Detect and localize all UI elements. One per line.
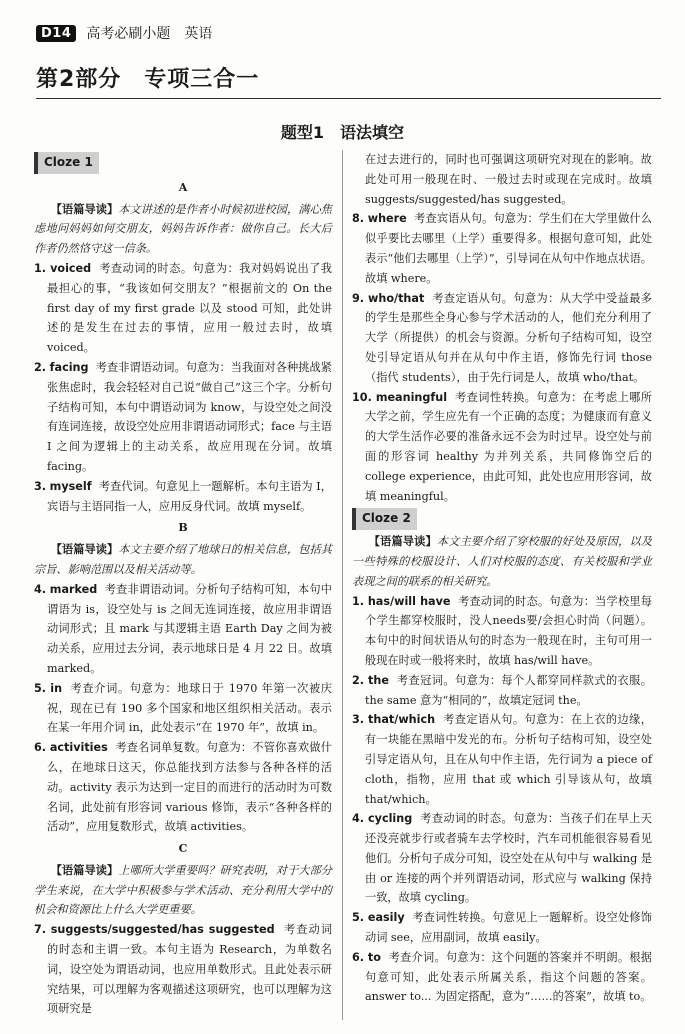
answer-word: facing xyxy=(49,360,89,374)
passage-letter-c: C xyxy=(178,842,188,856)
cloze2-item-2 xyxy=(352,671,652,711)
cloze-1-heading: Cloze 1 xyxy=(34,152,99,174)
explanation: 考查介词。句意为：这个问题的答案并不明朗。根据句意可知，此处表示所属关系，指这个问题的答案。answer to... 为固定搭配，意为“……的答案”，故填 to。 xyxy=(365,950,652,1004)
answer-item-10 xyxy=(352,388,652,507)
item-number: 3. xyxy=(34,479,47,493)
answer-word: marked xyxy=(49,582,98,596)
answer-word: that/which xyxy=(368,713,436,727)
guide-c xyxy=(34,861,332,920)
guide-text: 上哪所大学重要吗？研究表明，对于大部分学生来说，在大学中积极参与学术活动、充分利用大学中的机会和资源比上什么大学更重要。 xyxy=(34,863,332,917)
explanation: 考查名词单复数。句意为：不管你喜欢做什么，在地球日这天，你总能找到方法参与各种各样的活动。activity 表示为达到一定目的而进行的活动时为可数名词，此处前有形容词 various 修饰，表示“各种各样的活动”，应用复数形式，故填 activities。 xyxy=(47,741,332,834)
explanation: 考查词性转换。句意为：在考虑上哪所大学之前，学生应先有一个正确的态度；为健康而有意义的大学生活作必要的准备永远不会为时过早。设空处与前面的形容词 healthy 为并列关系，共同修饰空后的 college experience，由此可知，此处也应用形容词，故填 meaningful。 xyxy=(365,390,652,503)
explanation: 考查非谓语动词。分析句子结构可知，本句中谓语为 is，设空处与 is 之间无连词连接，故应用非谓语动词形式；且 mark 与其逻辑主语 Earth Day 之间为被动关系，应用过去分词，表示地球日是 4 月 22 日。故填 marked。 xyxy=(47,582,332,675)
answer-word: cycling xyxy=(368,812,413,826)
explanation: 考查定语从句。句意为：在上衣的边缘，有一块能在黑暗中发光的布。分析句子结构可知，设空处引导定语从句，且在从句中作主语，先行词为 a piece of cloth，指物，应用 that 或 which 引导该从句，故填 that/which。 xyxy=(365,713,652,806)
right-column xyxy=(352,150,652,1007)
cloze-2-heading: Cloze 2 xyxy=(352,508,417,530)
item-number: 4. xyxy=(352,812,365,826)
answer-word: has/will have xyxy=(367,594,451,608)
page-badge: D14 xyxy=(36,25,76,42)
answer-word: to xyxy=(367,950,381,964)
item-number: 7. xyxy=(34,923,47,937)
part-divider xyxy=(36,98,661,99)
explanation: 考查词性转换。句意见上一题解析。设空处修饰动词 see，应用副词，故填 easily。 xyxy=(365,911,652,945)
guide-label: 【语篇导读】 xyxy=(368,534,437,549)
passage-letter-a: A xyxy=(178,180,188,194)
cloze2-item-6 xyxy=(352,948,652,1007)
answer-item-2 xyxy=(34,358,332,477)
item-number: 3. xyxy=(352,713,365,727)
guide-text: 本文主要介绍了穿校服的好处及原因，以及一些特殊的校服设计、人们对校服的态度、有关校服和学业表现之间的联系的相关研究。 xyxy=(352,535,652,588)
item-number: 5. xyxy=(34,681,47,695)
explanation: 考查动词的时态。句意为：我对妈妈说出了我最担心的事，“我该如何交朋友？”根据前文的 On the first day of my first grade 以及 stood 可知，此处讲述的是发生在过去的事情，应用一般过去时，故填 voiced。 xyxy=(47,261,332,355)
continued-explanation: 在过去进行的，同时也可强调这项研究对现在的影响。故此处可用一般现在时、一般过去时或现在完成时。故填 suggests/suggested/has suggested。 xyxy=(365,153,652,206)
item-number: 2. xyxy=(34,360,47,374)
answer-item-4 xyxy=(34,580,332,679)
answer-item-3 xyxy=(34,477,332,517)
answer-word: activities xyxy=(49,741,108,755)
explanation: 考查动词的时态和主谓一致。本句主语为 Research，为单数名词，设空处为谓语动词，也应用单数形式。且此处表示研究结果，可以理解为客观描述这项研究，也可以理解为这项研究是 xyxy=(47,923,333,1016)
answer-word: easily xyxy=(367,911,405,925)
cloze2-item-5 xyxy=(352,908,652,948)
guide-label: 【语篇导读】 xyxy=(50,862,119,877)
item-number: 9. xyxy=(352,291,365,305)
explanation: 考查定语从句。句意为：从大学中受益最多的学生是那些全身心参与学术活动的人，他们充分利用了大学（所提供）的机会与资源。分析句子结构可知，设空处引导定语从句并在从句中作主语，修饰先行词 those（指代 students），由于先行词是人，故填 who/that。 xyxy=(365,291,652,384)
item-number: 4. xyxy=(34,582,47,596)
left-column xyxy=(34,150,332,1019)
answer-item-8 xyxy=(352,209,652,288)
running-header xyxy=(36,22,212,44)
subject-label: 英语 xyxy=(184,26,213,42)
answer-item-7 xyxy=(34,920,333,1019)
item-number: 8. xyxy=(352,212,365,226)
passage-letter-b: B xyxy=(178,521,188,535)
explanation: 考查非谓语动词。句意为：当我面对各种挑战紧张焦虑时，我会轻轻对自己说“做自己”这三个字。分析句子结构可知，本句中谓语动词为 know，与设空处之间没有连词连接，故设空处应用非谓语动词形式；face 与主语 I 之间为逻辑上的主动关系，故应用现在分词。故填 facing。 xyxy=(47,360,332,473)
answer-word: the xyxy=(368,673,389,687)
item-number: 2. xyxy=(352,673,365,687)
item-number: 10. xyxy=(352,390,372,404)
guide-text: 本文主要介绍了地球日的相关信息，包括其宗旨、影响范围以及相关活动等。 xyxy=(34,543,332,576)
item-number: 1. xyxy=(352,594,365,608)
guide-b xyxy=(34,540,332,580)
cloze2-item-1 xyxy=(352,592,652,671)
answer-item-6 xyxy=(34,738,332,837)
column-divider xyxy=(342,150,343,1020)
cloze2-item-4 xyxy=(352,809,652,908)
answer-word: voiced xyxy=(50,261,92,275)
answer-word: suggests/suggested/has suggested xyxy=(50,923,275,937)
answer-item-1 xyxy=(34,259,332,358)
answer-item-5 xyxy=(34,679,332,738)
explanation: 考查代词。句意见上一题解析。本句主语为 I，宾语与主语同指一人，应用反身代词。故填 myself。 xyxy=(47,479,332,513)
guide-label: 【语篇导读】 xyxy=(50,542,119,557)
guide-a xyxy=(34,200,332,259)
answer-word: who/that xyxy=(368,291,425,305)
item-number: 1. xyxy=(34,261,47,275)
explanation: 考查动词的时态。句意为：当孩子们在早上天还没亮就步行或者骑车去学校时，汽车司机能很容易看见他们。分析句子成分可知，设空处在从句中与 walking 是由 or 连接的两个并列谓语动词，形式应与 walking 保持一致，故填 cycling。 xyxy=(365,812,652,905)
guide-cloze2 xyxy=(352,532,652,591)
answer-word: meaningful xyxy=(375,390,448,404)
item-number: 5. xyxy=(352,911,365,925)
book-title: 高考必刷小题 xyxy=(86,26,171,42)
answer-word: myself xyxy=(49,479,92,493)
cloze2-item-3 xyxy=(352,710,652,809)
guide-label: 【语篇导读】 xyxy=(50,201,119,216)
explanation: 考查宾语从句。句意为：学生们在大学里做什么似乎要比去哪里（上学）重要得多。根据句意可知，此处表示“他们去哪里（上学）”，引导词在从句中作地点状语。故填 where。 xyxy=(365,212,652,285)
answer-word: where xyxy=(367,212,407,226)
guide-text: 本文讲述的是作者小时候初进校园，满心焦虑地问妈妈如何交朋友，妈妈告诉作者：做你自己。长大后作者仍然恪守这一信条。 xyxy=(34,202,332,256)
explanation: 考查冠词。句意为：每个人都穿同样款式的衣服。the same 意为“相同的”，故填定冠词 the。 xyxy=(365,673,652,707)
answer-word: in xyxy=(50,681,63,695)
explanation: 考查动词的时态。句意为：当学校里每个学生都穿校服时，没人needs要/会担心时尚（问题）。本句中的时间状语从句的时态为一般现在时，主句可用一般现在时或一般将来时，故填 has/will have。 xyxy=(365,594,652,667)
item-number: 6. xyxy=(352,950,365,964)
section-title: 题型1 语法填空 xyxy=(280,123,405,142)
item-number: 6. xyxy=(34,741,47,755)
answer-item-9 xyxy=(352,289,652,388)
explanation: 考查介词。句意为：地球日于 1970 年第一次被庆祝，现在已有 190 多个国家和地区组织相关活动。表示在某一年用介词 in，此处表示“在 1970 年”，故填 in。 xyxy=(47,681,332,735)
part-title: 第2部分 专项三合一 xyxy=(36,67,260,92)
